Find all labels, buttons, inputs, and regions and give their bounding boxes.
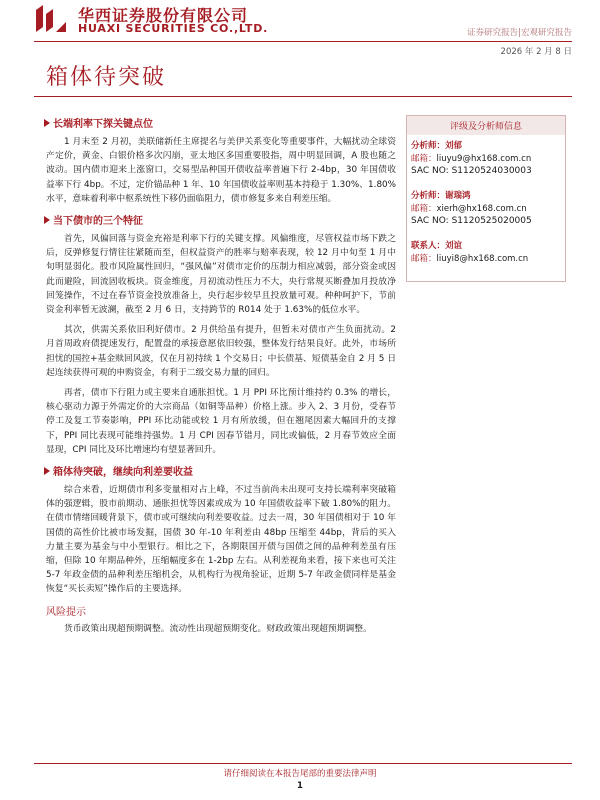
- analyst-sac: SAC NO: S1120525020005: [411, 216, 532, 226]
- contact-email[interactable]: liuyi8@hx168.com.cn: [436, 254, 529, 264]
- report-header: [0, 0, 600, 56]
- paragraph: 再者，债市下行阻力或主要来自通胀担忧。1 月 PPI 环比预计维持约 0.3% 的增长，核心驱动力源于外需定价的大宗商品（如铜等品种）价格上涨。步入 2、3 月份，受春节停工及复工节奏影响，PPI 环比动能或较 1 月有所放缓，但在翘尾因素大幅回升的支撑下，PPI 同比表现可能维持强势。1 月 CPI 因春节错月，同比或偏低，2 月春节效应全面显现，CPI 同比及环比增速均有望显著回升。: [46, 388, 396, 455]
- contact-card: 联系人：刘谊 邮箱：liuyi8@hx168.com.cn: [411, 241, 529, 264]
- section-heading: 长端利率下探关键点位: [44, 115, 396, 130]
- report-date: 2026 年 2 月 8 日: [500, 47, 572, 57]
- footer-divider: [34, 763, 572, 764]
- section-heading: 当下债市的三个特征: [44, 212, 396, 227]
- sidebar-heading: 评级及分析师信息: [407, 116, 565, 135]
- analyst-card: 分析师：刘郁 邮箱：liuyu9@hx168.com.cn SAC NO: S1120524030003: [411, 139, 561, 177]
- report-type: 证券研究报告|宏观研究报告: [467, 28, 572, 38]
- report-title: 箱体待突破: [46, 65, 167, 90]
- company-name-en: HUAXI SECURITIES CO.,LTD.: [78, 22, 269, 35]
- risk-text: 货币政策出现超预期调整。流动性出现超预期变化。财政政策出现超预期调整。: [64, 623, 372, 634]
- contact-name: 刘谊: [445, 241, 463, 251]
- analyst-email[interactable]: liuyu9@hx168.com.cn: [436, 154, 532, 164]
- page-number: 1: [297, 781, 303, 791]
- paragraph: 其次，供需关系依旧利好债市。2 月供给虽有提升，但暂未对债市产生负面扰动。2 月首周政府债提速发行，配置盘的承接意愿依旧较强，整体发行结果良好。此外，市场所担忧的国控+基金赎回风波，仅在月初持续 1 个交易日；中长债基、短债基金自 2 月 5 日起连续获得可观的申购资金，有利于二级交易力量的回归。: [46, 325, 396, 378]
- analyst-card: 分析师：谢瑞鸿 邮箱：xierh@hx168.com.cn SAC NO: S1120525020005: [411, 189, 561, 227]
- analyst-sidebar: [406, 115, 566, 282]
- analyst-email[interactable]: xierh@hx168.com.cn: [436, 204, 527, 214]
- paragraph: 1 月末至 2 月初，美联储新任主席提名与美伊关系变化等重要事件，大幅扰动全球资产定价，黄金、白银价格多次闪崩，亚太地区多国重要股指，周中明显回调，A 股也随之波动。国内债市迎来上涨窗口，交易型品种国开债收益率普遍下行 2-4bp，30 年国债收益率下行 4bp。不过，定价锚品种 1 年、10 年国债收益率则基本持稳于 1.30%、1.80%水平，意味着利率中枢系统性下移仍面临阻力，债市修复多来自利差压缩。: [46, 137, 396, 204]
- triangle-bullet-icon: [44, 467, 50, 475]
- section-heading: 箱体待突破，继续向利差要收益: [44, 463, 396, 478]
- analyst-name: 谢瑞鸿: [445, 191, 471, 201]
- title-divider: [34, 96, 572, 97]
- analyst-sac: SAC NO: S1120524030003: [411, 166, 532, 176]
- paragraph: 首先，风偏回落与资金充裕是利率下行的关键支撑。风偏维度，尽管权益市场下跌之后，反弹修复行情往往紧随而至，但权益资产的胜率与赔率表现，较 12 月中旬至 1 月中旬明显弱化。股市风险属性回归，“强风偏”对债市定价的压制力相应减弱，部分资金或因此而避险，回流固收板块。资金维度，月初流动性压力不大，央行常规买断叠加月投放净回笼操作，不过在春节资金投放准备上，央行起步较早且投放量可观。种种呵护下，节前资金利率暂无波澜，截至 2 月 6 日，支持跨节的 R014 处于 1.63%的低位水平。: [46, 234, 396, 316]
- paragraph: 综合来看，近期债市利多变量相对占上峰，不过当前尚未出现可支持长端利率突破箱体的强逻辑，股市前期动、通胀担忧等因素或成为 10 年国债收益率下破 1.80%的阻力。在债市情绪回暖背景下，债市或可继续向利差要收益。过去一周，30 年国债相对于 10 年国债的高性价比被市场发掘，国债 30 年-10 年利差由 48bp 压缩至 44bp，背后的买入力量主要为基金与中小型银行。相比之下，各期限国开债与国债之间的品种利差虽有压缩，但除 10 年期品种外，压缩幅度多在 1-2bp 左右。从利差视角来看，接下来也可关注 5-7 年政金债的品种利差压缩机会，从机构行为视角验证，近期 5-7 年政金债同样是基金恢复“买长卖短”操作后的主要选择。: [46, 485, 396, 595]
- main-body: [46, 115, 396, 642]
- triangle-bullet-icon: [44, 119, 50, 127]
- huaxi-logo-icon: [34, 4, 68, 34]
- risk-heading: 风险提示: [46, 606, 86, 618]
- triangle-bullet-icon: [44, 216, 50, 224]
- analyst-name: 刘郁: [445, 141, 463, 151]
- footer-disclaimer: 请仔细阅读在本报告尾部的重要法律声明: [223, 769, 377, 779]
- header-divider: [34, 41, 572, 42]
- company-name-cn: 华西证券股份有限公司: [78, 6, 249, 25]
